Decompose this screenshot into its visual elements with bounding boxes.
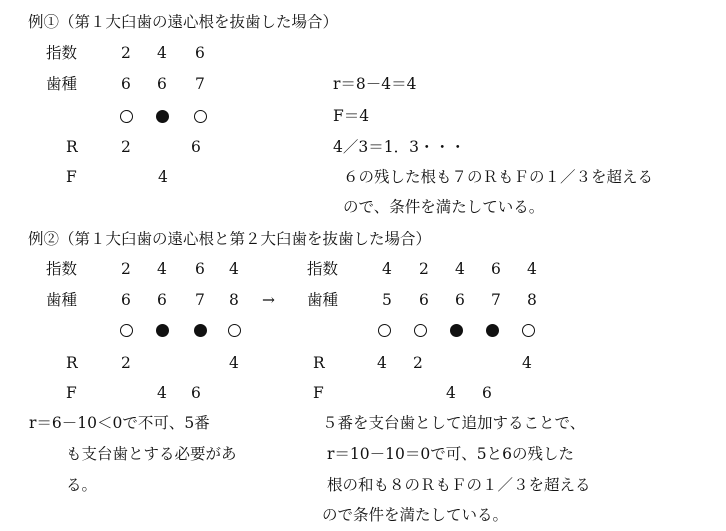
ex2-right-r-value: 4 <box>522 354 532 372</box>
ex2-left-index-value: 2 <box>121 260 131 278</box>
ex2-right-index-value: 4 <box>527 260 537 278</box>
ex1-calc-line: ６の残した根も７のＲもＦの１／３を超える <box>343 168 654 186</box>
ex2-left-r-value: 2 <box>121 354 131 372</box>
ex1-index-value: 2 <box>121 44 131 62</box>
example1-heading: 例①（第１大臼歯の遠心根を抜歯した場合） <box>28 13 339 31</box>
ex2-right-index-label: 指数 <box>307 260 339 278</box>
ex2-left-index-value: 4 <box>157 260 167 278</box>
ex1-index-value: 6 <box>195 44 205 62</box>
ex2-note-right-line: ので条件を満たしている。 <box>322 506 509 524</box>
ex2-left-index-value: 4 <box>229 260 239 278</box>
ex1-tooth-value: 6 <box>121 75 131 93</box>
ex2-right-index-value: 4 <box>455 260 465 278</box>
ex2-note-left-line: も支台歯とする必要があ <box>66 445 237 463</box>
ex2-left-tooth-value: 7 <box>195 291 205 309</box>
ex2-right-tooth-value: 5 <box>382 291 392 309</box>
ex2-left-tooth-label: 歯種 <box>46 291 78 309</box>
ex2-left-index-value: 6 <box>195 260 205 278</box>
ex2-left-tooth-value: 8 <box>229 291 239 309</box>
ex2-right-f-label: F <box>313 384 324 402</box>
ex2-left-r-label: R <box>66 354 78 372</box>
ex1-tooth-value: 6 <box>157 75 167 93</box>
ex2-right-index-value: 4 <box>382 260 392 278</box>
ex2-left-f-label: F <box>66 384 77 402</box>
ex2-left-f-value: 6 <box>191 384 201 402</box>
tooth-marker-open <box>194 110 207 123</box>
ex2-right-index-value: 2 <box>419 260 429 278</box>
ex1-index-value: 4 <box>157 44 167 62</box>
ex2-right-tooth-value: 7 <box>491 291 501 309</box>
ex2-note-left-line: r＝6－10＜0で不可、5番 <box>29 414 210 432</box>
ex2-note-left-line: る。 <box>66 476 98 494</box>
tooth-marker-open <box>522 324 535 337</box>
ex2-right-f-value: 4 <box>446 384 456 402</box>
tooth-marker-open <box>228 324 241 337</box>
ex2-right-tooth-label: 歯種 <box>307 291 339 309</box>
ex2-note-right-line: ５番を支台歯として追加することで、 <box>322 414 586 432</box>
ex2-right-r-value: 4 <box>377 354 387 372</box>
ex1-tooth-label: 歯種 <box>46 75 78 93</box>
ex2-left-tooth-value: 6 <box>157 291 167 309</box>
tooth-marker-filled <box>486 324 499 337</box>
tooth-marker-filled <box>156 110 169 123</box>
ex2-right-index-value: 6 <box>491 260 501 278</box>
ex2-note-right-line: r＝10－10＝0で可、5と6の残した <box>327 445 574 463</box>
ex2-left-r-value: 4 <box>229 354 239 372</box>
ex2-left-index-label: 指数 <box>46 260 78 278</box>
ex2-right-tooth-value: 8 <box>527 291 537 309</box>
ex1-calc-line: ので、条件を満たしている。 <box>343 198 545 216</box>
tooth-marker-filled <box>194 324 207 337</box>
ex2-right-r-label: R <box>313 354 325 372</box>
tooth-marker-open <box>120 324 133 337</box>
ex2-note-right-line: 根の和も８のＲもＦの１／３を超える <box>327 476 591 494</box>
ex1-r-value: 6 <box>191 138 201 156</box>
tooth-marker-open <box>120 110 133 123</box>
ex2-left-f-value: 4 <box>157 384 167 402</box>
ex2-right-r-value: 2 <box>413 354 423 372</box>
tooth-marker-open <box>378 324 391 337</box>
ex2-right-tooth-value: 6 <box>419 291 429 309</box>
tooth-marker-open <box>414 324 427 337</box>
example2-heading: 例②（第１大臼歯の遠心根と第２大臼歯を抜歯した場合） <box>28 230 432 248</box>
ex1-f-label: F <box>66 168 77 186</box>
ex1-calc-line: r＝8－4＝4 <box>333 75 417 93</box>
ex1-tooth-value: 7 <box>195 75 205 93</box>
ex1-r-value: 2 <box>121 138 131 156</box>
tooth-marker-filled <box>450 324 463 337</box>
ex1-calc-line: F＝4 <box>333 107 370 125</box>
ex2-left-tooth-value: 6 <box>121 291 131 309</box>
ex1-calc-line: 4／3＝1．3・・・ <box>333 138 466 156</box>
arrow-icon: → <box>262 291 275 309</box>
ex1-f-value: 4 <box>158 168 168 186</box>
ex2-right-tooth-value: 6 <box>455 291 465 309</box>
ex2-right-f-value: 6 <box>482 384 492 402</box>
tooth-marker-filled <box>156 324 169 337</box>
ex1-r-label: R <box>66 138 78 156</box>
ex1-index-label: 指数 <box>46 44 78 62</box>
